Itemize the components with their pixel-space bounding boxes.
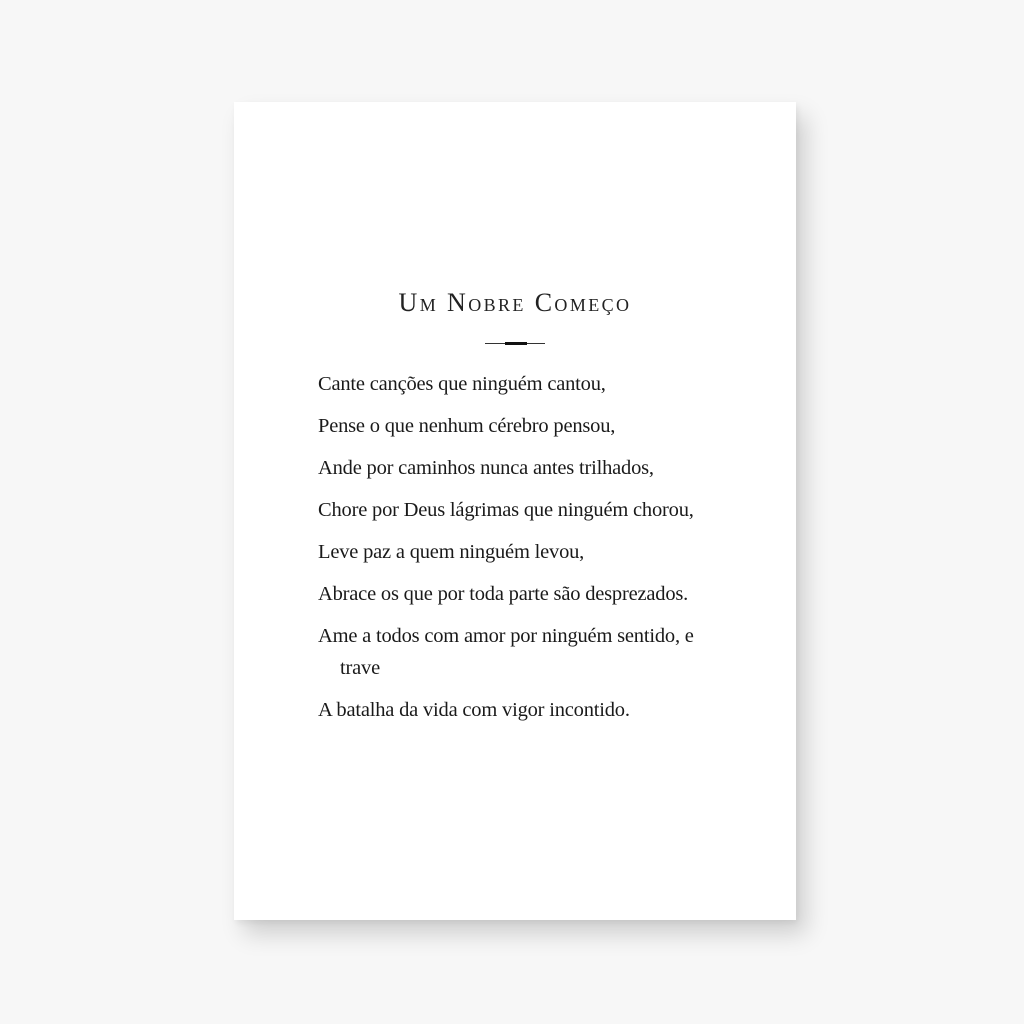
divider-center-bar (505, 342, 527, 345)
poem-line: Cante canções que ninguém cantou, (318, 373, 606, 395)
poem-body (318, 368, 738, 736)
poem-line: A batalha da vida com vigor incontido. (318, 699, 630, 721)
poem-line: Pense o que nenhum cérebro pensou, (318, 415, 616, 437)
poem-line: Abrace os que por toda parte são desprezados. (318, 583, 689, 605)
poem-title: Um Nobre Começo (398, 288, 632, 317)
poem-line: Chore por Deus lágrimas que ninguém chorou, (318, 499, 694, 521)
title-divider-ornament (485, 342, 545, 346)
poem-line: Ande por caminhos nunca antes trilhados, (318, 457, 654, 479)
poem-line: Leve paz a quem ninguém levou, (318, 541, 585, 563)
poem-line: Ame a todos com amor por ninguém sentido, e trave (318, 625, 694, 679)
poem-page (234, 102, 796, 920)
